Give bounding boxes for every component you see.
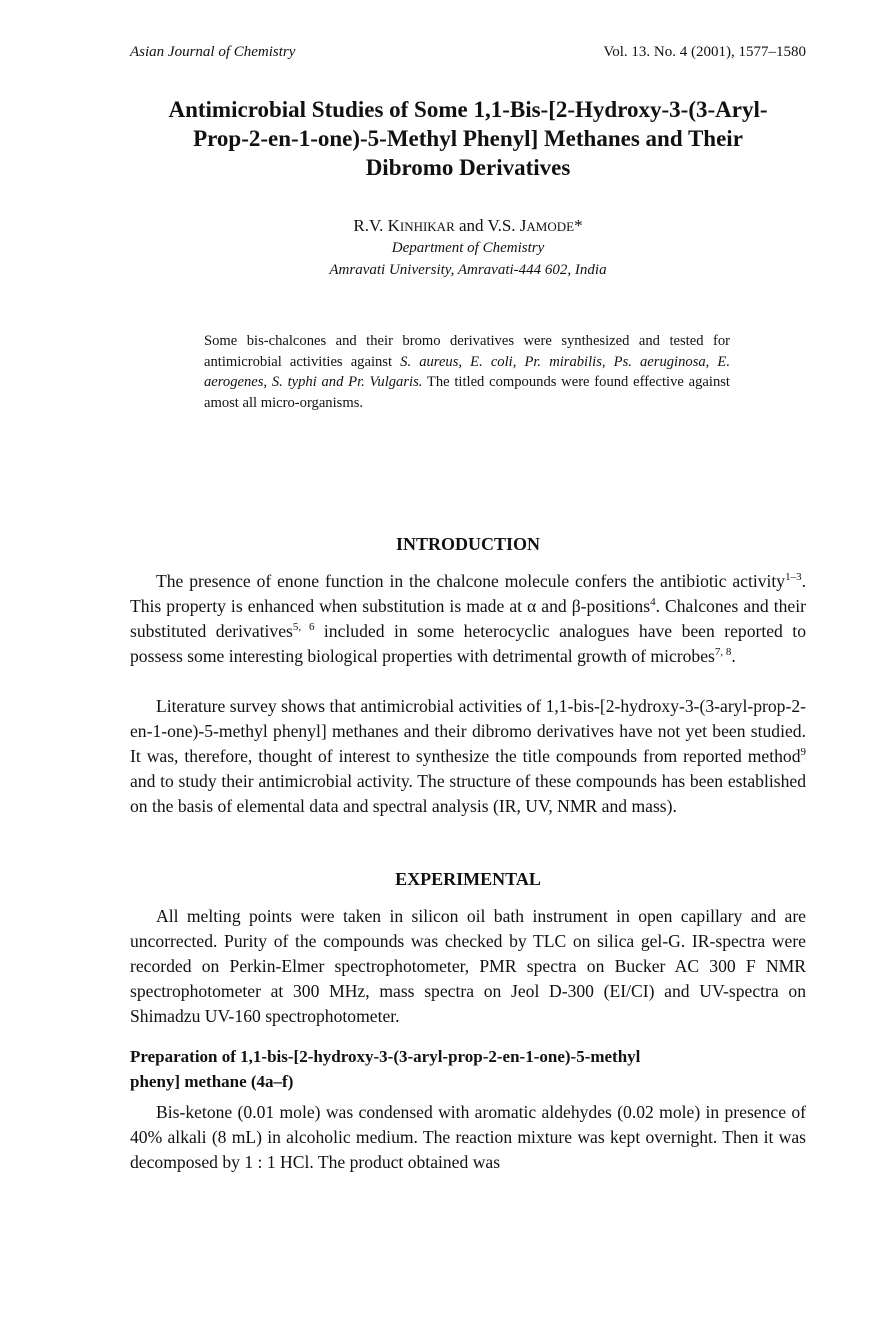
corresponding-author-mark: * (574, 216, 583, 235)
university: Amravati University, Amravati-444 602, India (329, 262, 607, 278)
para-text: All melting points were taken in silicon oil bath instrument in open capillary and are uncorrected. Purity of the compounds was checked by TLC on silica gel-G. IR-spectra were recorded on Perkin-Elmer spectrophotometer, PMR spectra on Bucker AC 300 F NMR spectrophotometer at 300 MHz, mass spectra on Jeol D-300 (EI/CI) and UV-spectra on Shimadzu UV-160 spectrophotometer. (130, 906, 806, 1026)
running-head (130, 44, 806, 64)
volume-citation: Vol. 13. No. 4 (2001), 1577–1580 (603, 44, 806, 60)
article-title (130, 95, 806, 182)
abstract-text: Some bis-chalcones and their bromo derivatives were synthesized and tested for antimicrobial activities against (204, 333, 730, 370)
intro-paragraph-1 (130, 569, 806, 669)
para-text: . (731, 646, 736, 666)
title-line: Prop-2-en-1-one)-5-Methyl Phenyl] Methanes and Their (193, 126, 743, 151)
author-1-initials: R.V. (353, 216, 388, 235)
subheading-line: pheny] methane (4a–f) (130, 1072, 294, 1091)
abstract (204, 331, 730, 413)
para-text: . This property is enhanced when substitution is made at α and β-positions (130, 571, 806, 616)
title-line: Antimicrobial Studies of Some 1,1-Bis-[2-Hydroxy-3-(3-Aryl- (168, 97, 768, 122)
abstract-organisms: S. aureus, E. coli, Pr. mirabilis, Ps. aeruginosa, E. aerogenes, S. typhi and Pr. Vulgaris. (204, 353, 730, 390)
introduction-heading: INTRODUCTION (395, 534, 541, 554)
author-1-surname-initial: K (387, 216, 400, 235)
author-2-surname-initial: J (519, 216, 527, 235)
experimental-heading: EXPERIMENTAL (395, 869, 541, 889)
subheading-line: Preparation of 1,1-bis-[2-hydroxy-3-(3-aryl-prop-2-en-1-one)-5-methyl (130, 1047, 641, 1066)
author-1-surname-rest: INHIKAR (399, 219, 455, 234)
para-text: included in some heterocyclic analogues have been reported to possess some interesting biological properties with detrimental growth of microbes (130, 621, 806, 666)
reference-citation: 1–3 (785, 571, 802, 583)
experimental-paragraph-1 (130, 904, 806, 1029)
journal-name: Asian Journal of Chemistry (130, 44, 296, 60)
author-line (130, 215, 806, 238)
para-text: The presence of enone function in the chalcone molecule confers the antibiotic activity (156, 571, 786, 591)
abstract-text: The titled compounds were found effective against amost all micro-organisms. (204, 374, 730, 411)
title-line: Dibromo Derivatives (365, 155, 571, 180)
author-2-initials: V.S. (487, 216, 520, 235)
para-text: . Chalcones and their substituted derivatives (130, 596, 806, 641)
para-text: Bis-ketone (0.01 mole) was condensed with aromatic aldehydes (0.02 mole) in presence of 40% alkali (8 mL) in alcoholic medium. The reaction mixture was kept overnight. Then it was decomposed by 1 : 1 HCl. The product obtained was (130, 1102, 806, 1172)
para-text: Literature survey shows that antimicrobial activities of 1,1-bis-[2-hydroxy-3-(3-aryl-prop-2-en-1-one)-5-methyl phenyl] methanes and their dibromo derivatives have not yet been studied. It was, therefore, thought of interest to synthesize the title compounds from reported method (130, 696, 806, 766)
author-conjunction: and (454, 216, 488, 235)
intro-paragraph-2 (130, 694, 806, 819)
reference-citation: 7, 8 (714, 646, 732, 658)
reference-citation: 4 (650, 596, 656, 608)
experimental-paragraph-2 (130, 1100, 806, 1175)
reference-citation: 9 (800, 746, 806, 758)
para-text: and to study their antimicrobial activity. The structure of these compounds has been established on the basis of elemental data and spectral analysis (IR, UV, NMR and mass). (130, 771, 806, 816)
author-2-surname-rest: AMODE (526, 219, 575, 234)
reference-citation: 5, 6 (292, 621, 315, 633)
department: Department of Chemistry (391, 240, 545, 256)
preparation-subheading (130, 1044, 806, 1094)
